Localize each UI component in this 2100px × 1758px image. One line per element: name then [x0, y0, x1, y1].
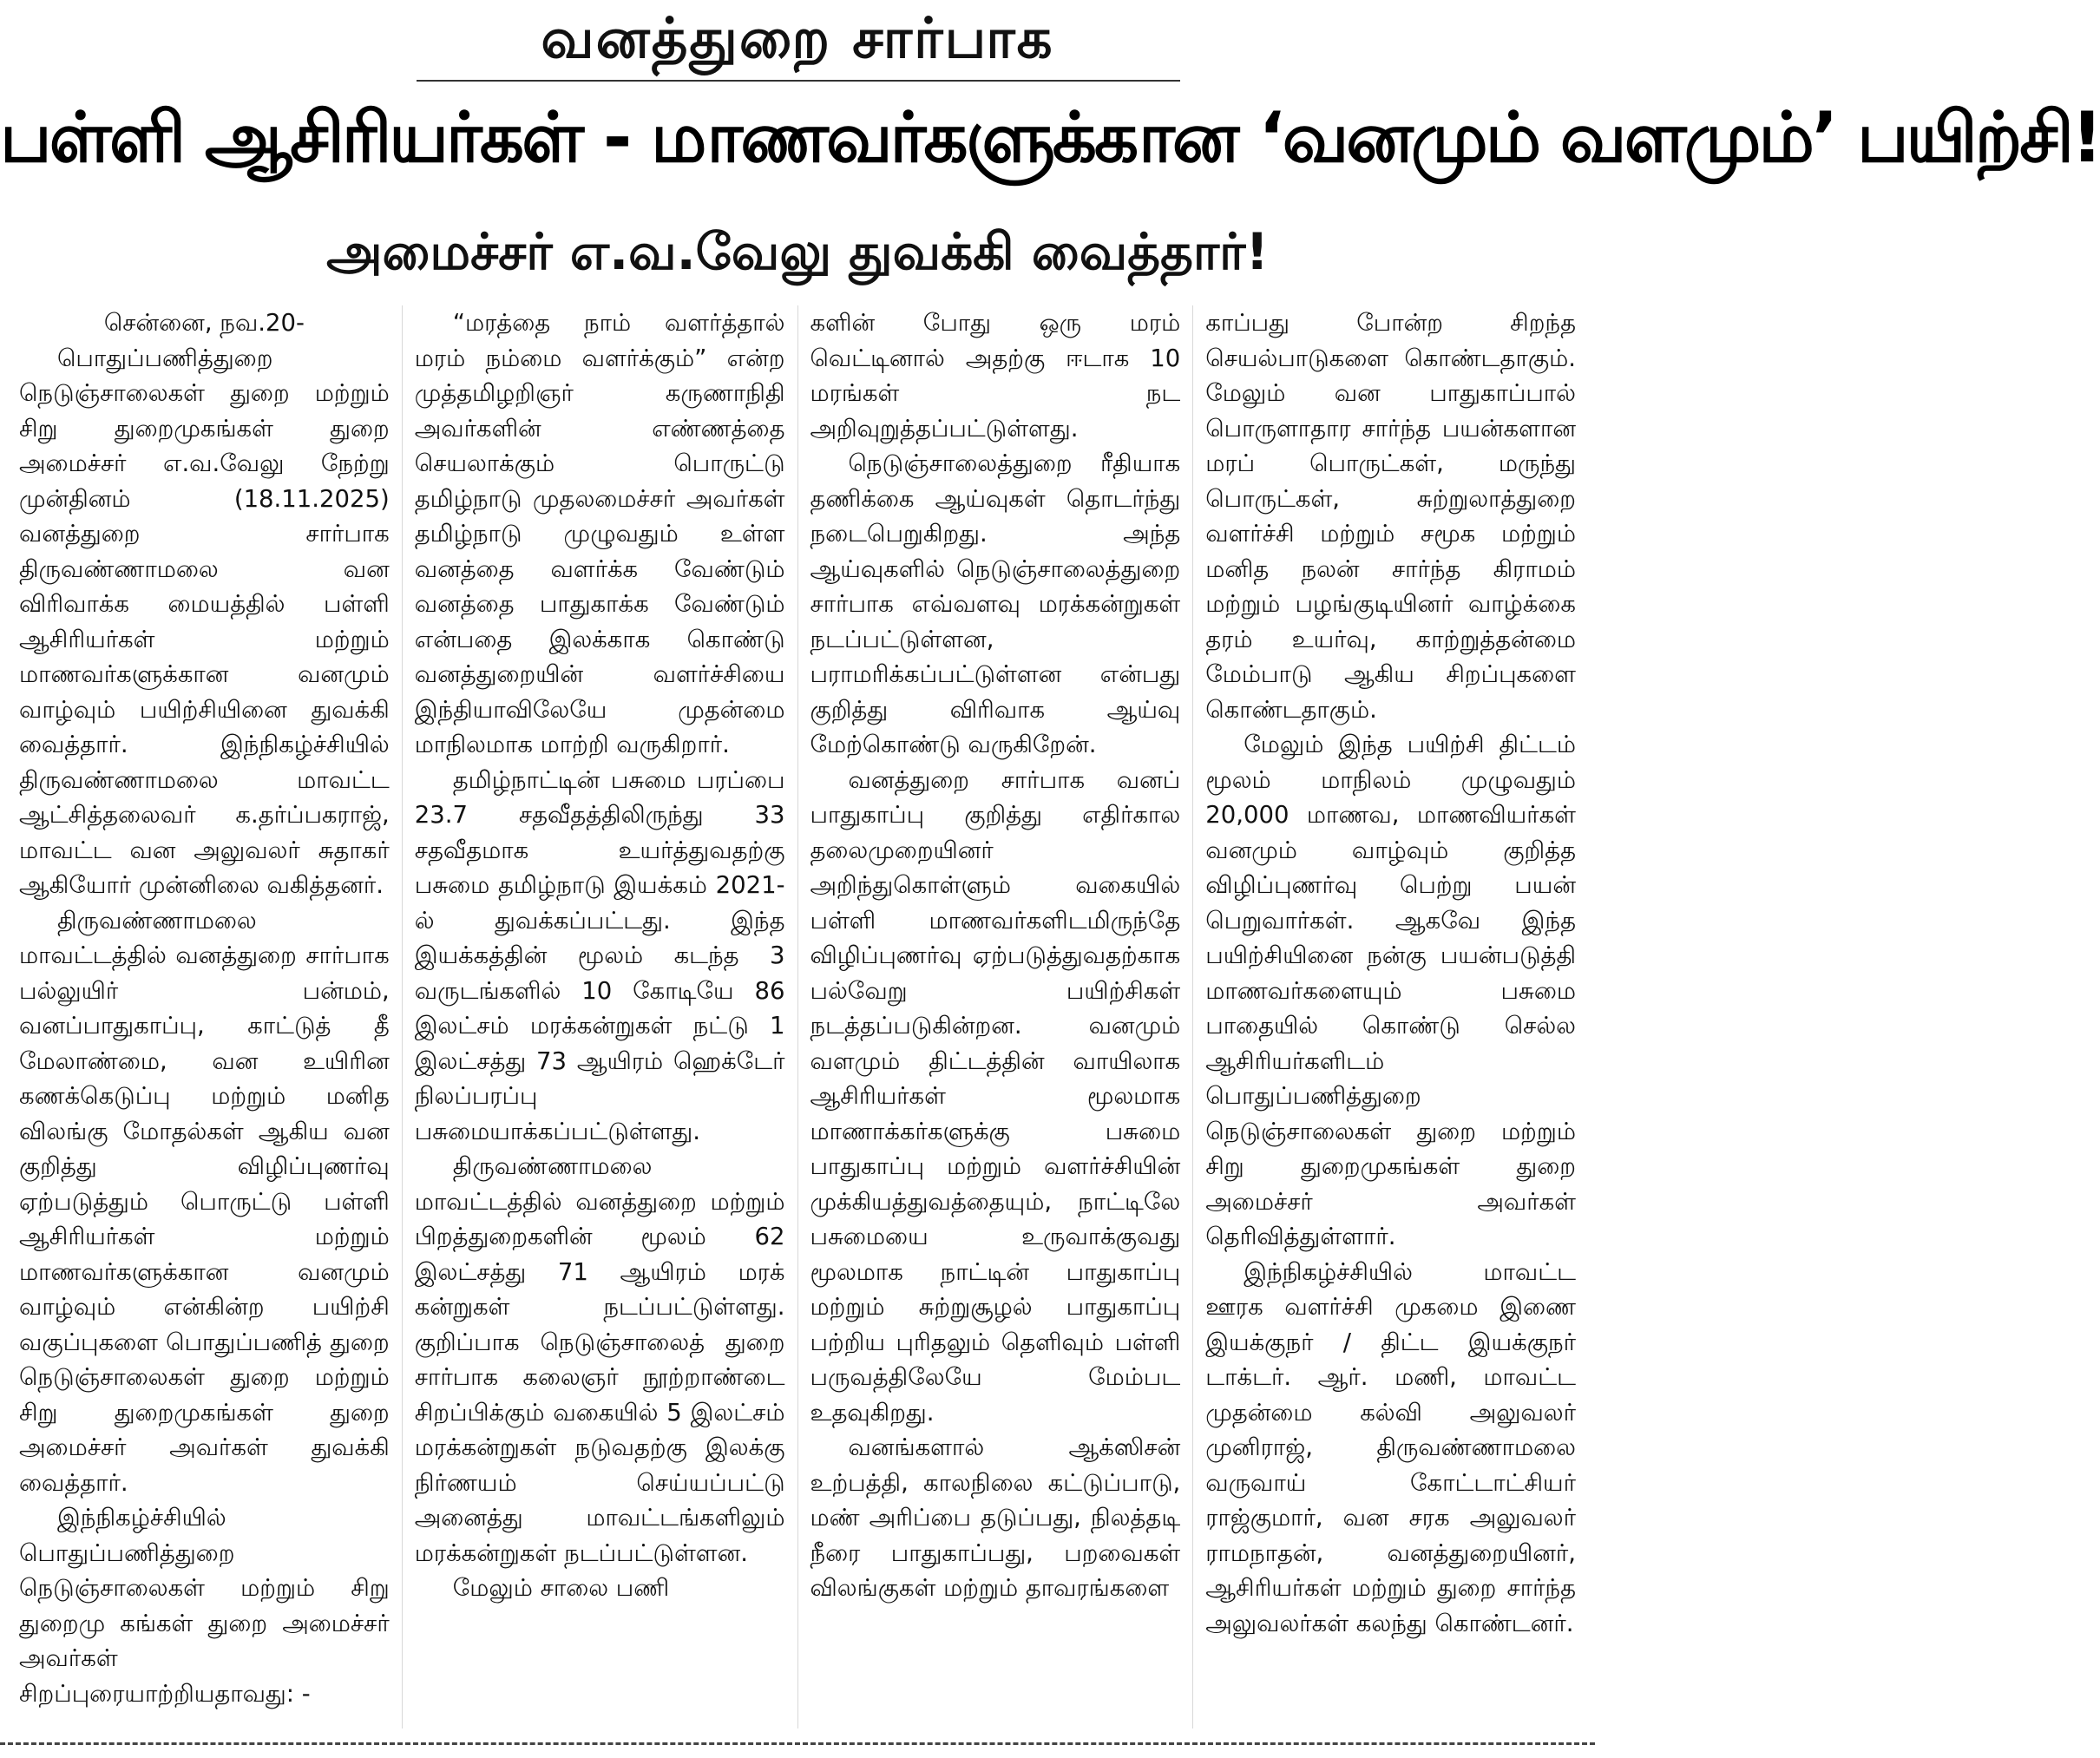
paragraph: “மரத்தை நாம் வளர்த்தால் மரம் நம்மை வளர்க்கும்” என்ற முத்தமிழறிஞர் கருணாநிதி அவர்களின் எண்ணத்தை செயலாக்கும் பொருட்டு தமிழ்நாடு முதலமைச்சர் அவர்கள் தமிழ்நாடு முழுவதும் உள்ள வனத்தை வளர்க்க வேண்டும் வனத்தை பாதுகாக்க வேண்டும் என்பதை இலக்காக கொண்டு வனத்துறையின் வளர்ச்சியை இந்தியாவிலேயே முதன்மை மாநிலமாக மாற்றி வருகிறார். — [414, 309, 785, 758]
paragraph: களின் போது ஒரு மரம் வெட்டினால் அதற்கு ஈடாக 10 மரங்கள் நட அறிவுறுத்தப்பட்டுள்ளது. — [810, 309, 1181, 443]
paragraph: வனங்களால் ஆக்ஸிசன் உற்பத்தி, காலநிலை கட்டுப்பாடு, மண் அரிப்பை தடுப்பது, நிலத்தடி நீரை பாதுகாப்பது, பறவைகள் விலங்குகள் மற்றும் தாவரங்களை — [810, 1433, 1181, 1602]
column-1 — [7, 305, 402, 1728]
paragraph: திருவண்ணாமலை மாவட்டத்தில் வனத்துறை மற்றும் பிறத்துறைகளின் மூலம் 62 இலட்சத்து 71 ஆயிரம் மரக் கன்றுகள் நடப்பட்டுள்ளது. குறிப்பாக நெடுஞ்சாலைத் துறை சார்பாக கலைஞர் நூற்றாண்டை சிறப்பிக்கும் வகையில் 5 இலட்சம் மரக்கன்றுகள் நடுவதற்கு இலக்கு நிர்ணயம் செய்யப்பட்டு அனைத்து மாவட்டங்களிலும் மரக்கன்றுகள் நடப்பட்டுள்ளன. — [414, 1152, 785, 1567]
paragraph: வனத்துறை சார்பாக வனப் பாதுகாப்பு குறித்து எதிர்கால தலைமுறையினர் அறிந்துகொள்ளும் வகையில் பள்ளி மாணவர்களிடமிருந்தே விழிப்புணர்வு ஏற்படுத்துவதற்காக பல்வேறு பயிற்சிகள் நடத்தப்படுகின்றன. வனமும் வளமும் திட்டத்தின் வாயிலாக ஆசிரியர்கள் மூலமாக மாணாக்கர்களுக்கு பசுமை பாதுகாப்பு மற்றும் வளர்ச்சியின் முக்கியத்துவத்தையும், நாட்டிலே பசுமையை உருவாக்குவது மூலமாக நாட்டின் பாதுகாப்பு மற்றும் சுற்றுசூழல் பாதுகாப்பு பற்றிய புரிதலும் தெளிவும் பள்ளி பருவத்திலேயே மேம்பட உதவுகிறது. — [810, 765, 1181, 1427]
column-2 — [402, 305, 797, 1728]
cut-line-divider — [0, 1742, 1595, 1745]
article-columns — [7, 305, 1588, 1728]
paragraph: பொதுப்பணித்துறை நெடுஞ்சாலைகள் துறை மற்றும் சிறு துறைமுகங்கள் துறை அமைச்சர் எ.வ.வேலு நேற்று முன்தினம் (18.11.2025) வனத்துறை சார்பாக திருவண்ணாமலை வன விரிவாக்க மையத்தில் பள்ளி ஆசிரியர்கள் மற்றும் மாணவர்களுக்கான வனமும் வாழ்வும் பயிற்சியினை துவக்கி வைத்தார். இந்நிகழ்ச்சியில் திருவண்ணாமலை மாவட்ட ஆட்சித்தலைவர் க.தர்ப்பகராஜ், மாவட்ட வன அலுவலர் சுதாகர் ஆகியோர் முன்னிலை வகித்தனர். — [19, 344, 390, 899]
paragraph: திருவண்ணாமலை மாவட்டத்தில் வனத்துறை சார்பாக பல்லுயிர் பன்மம், வனப்பாதுகாப்பு, காட்டுத் தீ மேலாண்மை, வன உயிரின கணக்கெடுப்பு மற்றும் மனித விலங்கு மோதல்கள் ஆகிய வன குறித்து விழிப்புணர்வு ஏற்படுத்தும் பொருட்டு பள்ளி ஆசிரியர்கள் மற்றும் மாணவர்களுக்கான வனமும் வாழ்வும் என்கின்ற பயிற்சி வகுப்புகளை பொதுப்பணித் துறை நெடுஞ்சாலைகள் துறை மற்றும் சிறு துறைமுகங்கள் துறை அமைச்சர் அவர்கள் துவக்கி வைத்தார். — [19, 906, 390, 1497]
paragraph: மேலும் சாலை பணி — [452, 1574, 670, 1602]
kicker-underline — [417, 80, 1180, 82]
column-4 — [1192, 305, 1588, 1728]
headline: பள்ளி ஆசிரியர்கள் - மாணவர்களுக்கான ‘வனமும் வளமும்’ பயிற்சி! — [0, 97, 2100, 178]
paragraph: இந்நிகழ்ச்சியில் மாவட்ட ஊரக வளர்ச்சி முகமை இணை இயக்குநர் / திட்ட இயக்குநர் டாக்டர். ஆர். மணி, மாவட்ட முதன்மை கல்வி அலுவலர் முனிராஜ், திருவண்ணாமலை வருவாய் கோட்டாட்சியர் ராஜ்குமார், வன சரக அலுவலர் ராமநாதன், வனத்துறையினர், ஆசிரியர்கள் மற்றும் துறை சார்ந்த அலுவலர்கள் கலந்து கொண்டனர். — [1205, 1257, 1576, 1637]
subheadline: அமைச்சர் எ.வ.வேலு துவக்கி வைத்தார்! — [326, 222, 1269, 281]
paragraph: தமிழ்நாட்டின் பசுமை பரப்பை 23.7 சதவீதத்திலிருந்து 33 சதவீதமாக உயர்த்துவதற்கு பசுமை தமிழ்நாடு இயக்கம் 2021-ல் துவக்கப்பட்டது. இந்த இயக்கத்தின் மூலம் கடந்த 3 வருடங்களில் 10 கோடியே 86 இலட்சம் மரக்கன்றுகள் நட்டு 1 இலட்சத்து 73 ஆயிரம் ஹெக்டேர் நிலப்பரப்பு பசுமையாக்கப்பட்டுள்ளது. — [414, 765, 785, 1145]
paragraph: இந்நிகழ்ச்சியில் பொதுப்பணித்துறை நெடுஞ்சாலைகள் மற்றும் சிறு துறைமு கங்கள் துறை அமைச்சர் அவர்கள் சிறப்புரையாற்றியதாவது: - — [19, 1504, 390, 1708]
paragraph: மேலும் இந்த பயிற்சி திட்டம் மூலம் மாநிலம் முழுவதும் 20,000 மாணவ, மாணவியர்கள் வனமும் வாழ்வும் குறித்த விழிப்புணர்வு பெற்று பயன் பெறுவார்கள். ஆகவே இந்த பயிற்சியினை நன்கு பயன்படுத்தி மாணவர்களையும் பசுமை பாதையில் கொண்டு செல்ல ஆசிரியர்களிடம் பொதுப்பணித்துறை நெடுஞ்சாலைகள் துறை மற்றும் சிறு துறைமுகங்கள் துறை அமைச்சர் அவர்கள் தெரிவித்துள்ளார். — [1205, 731, 1576, 1250]
dateline: சென்னை, நவ.20- — [103, 309, 305, 337]
kicker-heading: வனத்துறை சார்பாக — [541, 7, 1054, 71]
column-3 — [797, 305, 1193, 1728]
paragraph: காப்பது போன்ற சிறந்த செயல்பாடுகளை கொண்டதாகும். மேலும் வன பாதுகாப்பால் பொருளாதார சார்ந்த பயன்களான மரப் பொருட்கள், மருந்து பொருட்கள், சுற்றுலாத்துறை வளர்ச்சி மற்றும் சமூக மற்றும் மனித நலன் சார்ந்த கிராமம் மற்றும் பழங்குடியினர் வாழ்க்கை தரம் உயர்வு, காற்றுத்தன்மை மேம்பாடு ஆகிய சிறப்புகளை கொண்டதாகும். — [1205, 309, 1576, 724]
paragraph: நெடுஞ்சாலைத்துறை ரீதியாக தணிக்கை ஆய்வுகள் தொடர்ந்து நடைபெறுகிறது. அந்த ஆய்வுகளில் நெடுஞ்சாலைத்துறை சார்பாக எவ்வளவு மரக்கன்றுகள் நடப்பட்டுள்ளன, பராமரிக்கப்பட்டுள்ளன என்பது குறித்து விரிவாக ஆய்வு மேற்கொண்டு வருகிறேன். — [810, 449, 1181, 758]
